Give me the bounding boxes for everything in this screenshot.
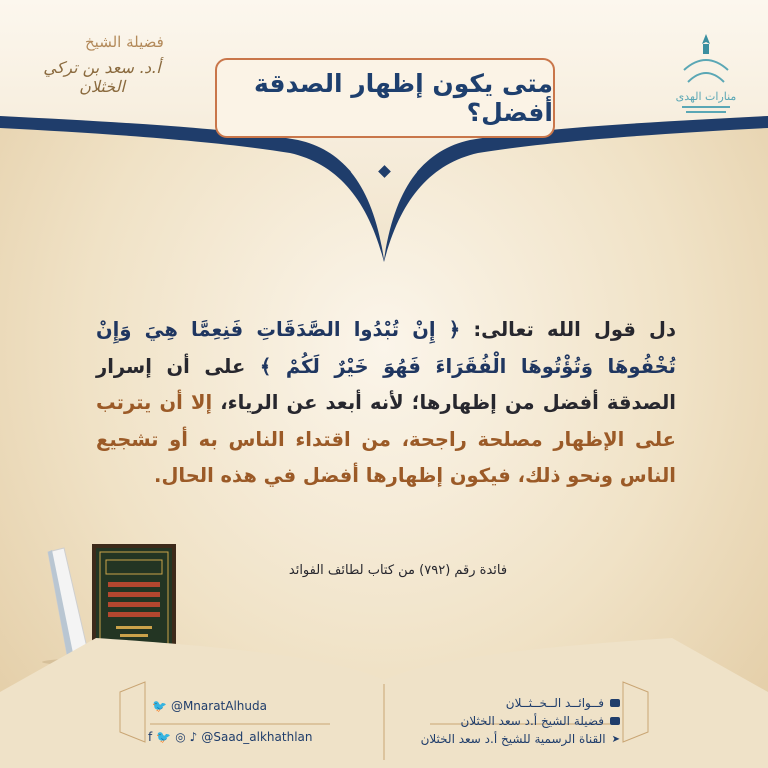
- channel-name: فــوائــد الــخــثــلان: [505, 696, 604, 710]
- telegram-icon: ➤: [611, 733, 620, 745]
- youtube-icon: [610, 699, 620, 707]
- quran-verse: ﴿ إِنْ تُبْدُوا الصَّدَقَاتِ فَنِعِمَّا هِيَ وَإِنْ تُخْفُوهَا وَتُؤْتُوهَا الْفُقَرَاءَ فَهُوَ خَيْرٌ لَكُمْ ﴾: [96, 318, 676, 378]
- twitter-icon: 🐦: [156, 730, 172, 744]
- divider-dots: [340, 167, 428, 176]
- social-handle: @Saad_alkhathlan: [201, 730, 313, 744]
- logo-wordmark: منارات الهدى: [676, 90, 736, 103]
- channel-name: القناة الرسمية للشيخ أ.د سعد الخثلان: [420, 732, 606, 746]
- tiktok-icon: ♪: [189, 730, 198, 744]
- instagram-icon: ◎: [175, 730, 186, 744]
- intro-text: دل قول الله تعالى:: [460, 318, 676, 341]
- exception-text: إلا أن يترتب على الإظهار مصلحة راجحة، من اقتداء الناس به أو تشجيع الناس ونحو ذلك، فيكون إظهارها أفضل في هذه الحال.: [96, 391, 676, 487]
- facebook-icon: f: [148, 730, 153, 744]
- telegram-channel[interactable]: [421, 732, 620, 746]
- scholar-name-calligraphy: أ.د. سعد بن تركي الخثلان: [43, 58, 161, 96]
- diamond-dot: [378, 165, 391, 178]
- explanation-text: على أن إسرار الصدقة أفضل من إظهارها؛ لأنه أبعد عن الرياء،: [96, 354, 676, 414]
- twitter-icon: 🐦: [152, 699, 167, 713]
- footer-decoration: [0, 600, 768, 768]
- social-accounts[interactable]: [148, 730, 312, 744]
- page-title: متى يكون إظهار الصدقة أفضل؟: [215, 58, 555, 138]
- twitter-handle: @MnaratAlhuda: [170, 699, 267, 713]
- diamond-dot: [417, 165, 430, 178]
- diamond-dot: [338, 165, 351, 178]
- scholar-label: فضيلة الشيخ: [85, 33, 164, 51]
- manarat-alhuda-logo: [676, 30, 736, 120]
- youtube-icon: [610, 717, 620, 725]
- twitter-account[interactable]: [152, 699, 267, 713]
- channel-name: فضيلة الشيخ أ.د سعد الخثلان: [460, 714, 604, 728]
- source-citation: فائدة رقم (٧٩٢) من كتاب لطائف الفوائد: [288, 563, 508, 578]
- youtube-channel-1[interactable]: [506, 696, 620, 710]
- benefit-text: [96, 312, 676, 495]
- youtube-channel-2[interactable]: [461, 714, 620, 728]
